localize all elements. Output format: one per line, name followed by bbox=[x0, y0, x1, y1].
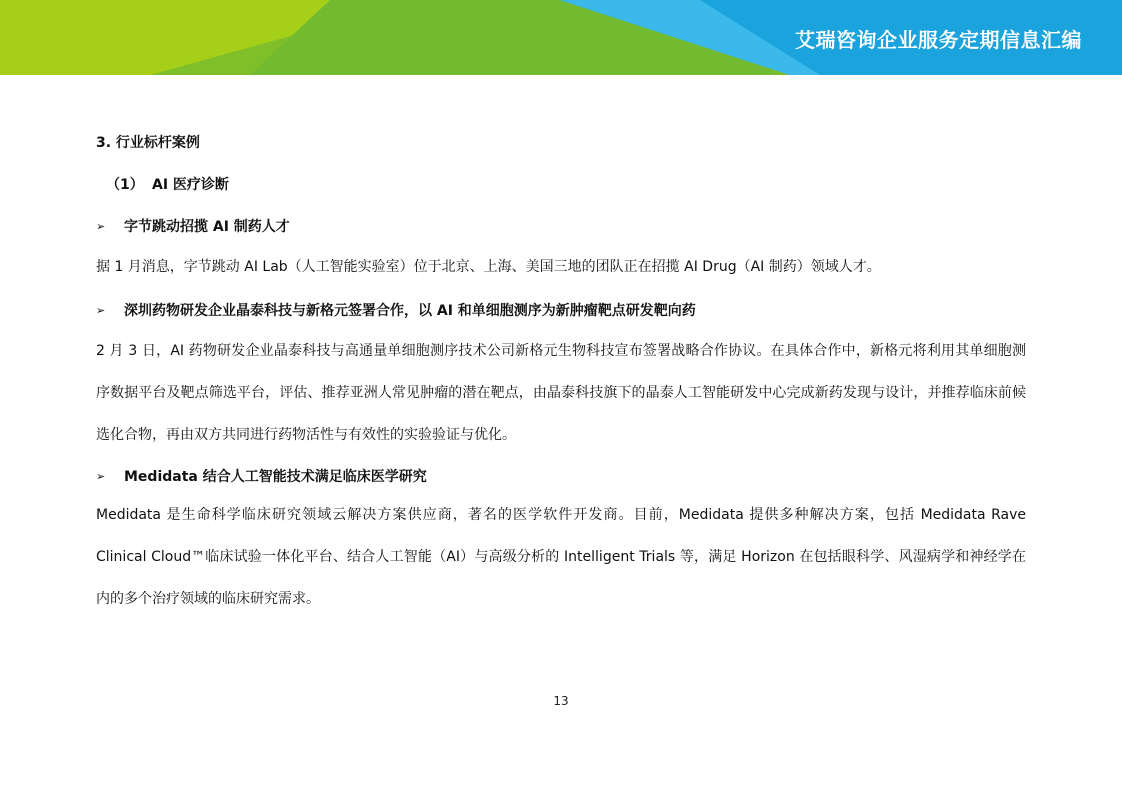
sub-heading bbox=[106, 174, 229, 194]
section-heading: 3. 行业标杆案例 bbox=[96, 135, 200, 151]
item-body-bytedance: 据 1 月消息，字节跳动 AI Lab（人工智能实验室）位于北京、上海、美国三地的团队正在招揽 AI Drug（AI 制药）领域人才。 bbox=[96, 259, 881, 275]
item-body-medidata: Medidata 是生命科学临床研究领域云解决方案供应商，著名的医学软件开发商。目前，Medidata 提供多种解决方案，包括 Medidata Rave Clinical Cloud™临床试验一体化平台、结合人工智能（AI）与高级分析的 Intelligent Trials 等，满足 Horizon 在包括眼科学、风湿病学和神经学在内的多个治疗领域的临床研究需求。 bbox=[96, 507, 1026, 607]
header-title: 艾瑞咨询企业服务定期信息汇编 bbox=[795, 28, 1082, 52]
item-title-text: 深圳药物研发企业晶泰科技与新格元签署合作，以 AI 和单细胞测序为新肿瘤靶点研发靶向药 bbox=[124, 303, 696, 319]
sub-heading-number: （1） bbox=[106, 177, 144, 193]
item-title-bytedance bbox=[96, 216, 290, 236]
page-number: 13 bbox=[553, 694, 569, 708]
bullet-arrow-icon: ➢ bbox=[96, 470, 106, 483]
bullet-arrow-icon: ➢ bbox=[96, 304, 106, 317]
sub-heading-text: AI 医疗诊断 bbox=[152, 177, 229, 193]
item-body-xtalpi: 2 月 3 日，AI 药物研发企业晶泰科技与高通量单细胞测序技术公司新格元生物科技宣布签署战略合作协议。在具体合作中，新格元将利用其单细胞测序数据平台及靶点筛选平台，评估、推荐亚洲人常见肿瘤的潜在靶点，由晶泰科技旗下的晶泰人工智能研发中心完成新药发现与设计，并推荐临床前候选化合物，再由双方共同进行药物活性与有效性的实验验证与优化。 bbox=[96, 343, 1026, 443]
item-title-medidata bbox=[96, 466, 427, 486]
item-title-text: 字节跳动招揽 AI 制药人才 bbox=[124, 219, 290, 235]
header-banner bbox=[0, 0, 1122, 75]
item-title-xtalpi bbox=[96, 300, 696, 320]
item-title-text: Medidata 结合人工智能技术满足临床医学研究 bbox=[124, 469, 427, 485]
bullet-arrow-icon: ➢ bbox=[96, 220, 106, 233]
